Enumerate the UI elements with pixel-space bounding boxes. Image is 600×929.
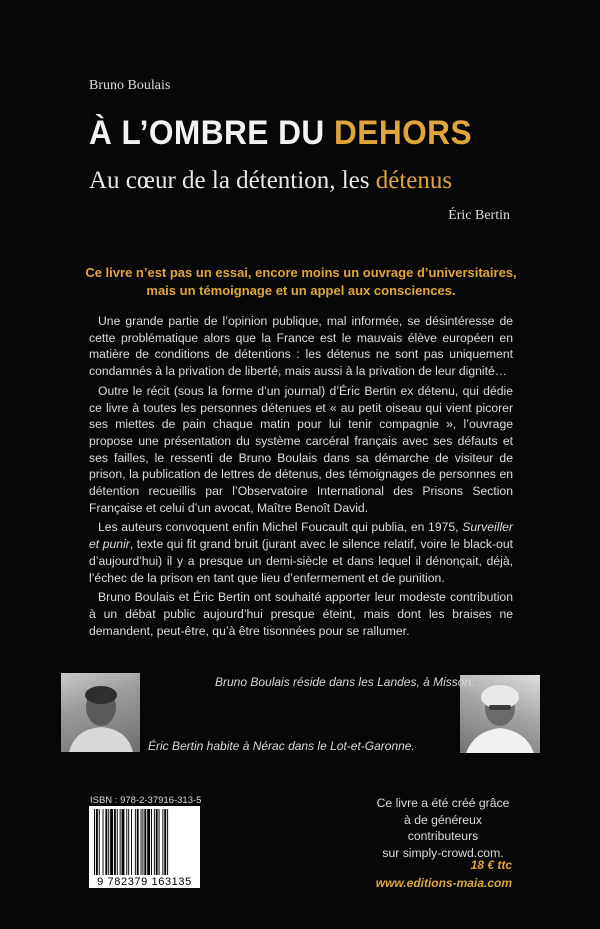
- barcode-digits: 9 782379 163135: [97, 876, 192, 888]
- lead-line-1: Ce livre n’est pas un essai, encore moins un ouvrage d’universitaires,: [85, 265, 517, 280]
- blurb-paragraph-1: Une grande partie de l’opinion publique, mal informée, se désintéresse de cette problématique alors que la France est le mauvais élève européen en matière de conditions de détentions : les détenus ne sont pas uniquement condamnés à la privation de liberté, mais aussi à la privation de leur dignité…: [89, 314, 513, 379]
- author-name-right: Éric Bertin: [448, 208, 510, 223]
- isbn-label: ISBN : 978-2-37916-313-5: [90, 795, 202, 806]
- barcode-bar: [131, 809, 132, 875]
- barcode-bar: [120, 809, 121, 875]
- credits-line-1: Ce livre a été créé grâce: [376, 796, 510, 810]
- barcode-bar: [128, 809, 129, 875]
- barcode-bar: [167, 809, 168, 875]
- book-reference: Surveiller et punir: [89, 520, 513, 552]
- barcode-bar: [103, 809, 104, 875]
- book-subtitle: [89, 167, 452, 195]
- barcode-bar: [94, 809, 95, 875]
- caption-eric: Éric Bertin habite à Nérac dans le Lot-et-Garonne.: [148, 739, 415, 753]
- barcode-bar: [135, 809, 136, 875]
- blurb-paragraph-4: Bruno Boulais et Éric Bertin ont souhaité apporter leur modeste contribution à un débat public aujourd’hui presque éteint, mais dont les braises ne demandent, peut-être, qu’à être tisonnées pour se rallumer.: [89, 590, 513, 638]
- lead-line-2: mais un témoignage et un appel aux consciences.: [146, 283, 456, 298]
- barcode-bar: [156, 809, 158, 875]
- blurb-paragraph-3: [89, 519, 513, 586]
- barcode-bar: [126, 809, 127, 875]
- barcode-bar: [154, 809, 155, 875]
- barcode-bar: [142, 809, 143, 875]
- barcode-bar: [164, 809, 166, 875]
- barcode-bar: [151, 809, 152, 875]
- barcode-bar: [141, 809, 142, 875]
- barcode-bar: [122, 809, 125, 875]
- subtitle-main: Au cœur de la détention, les: [89, 167, 376, 194]
- title-accent: DEHORS: [333, 114, 473, 152]
- barcode-bar: [110, 809, 113, 875]
- price-label: 18 € ttc: [470, 858, 512, 872]
- book-title: [89, 114, 498, 153]
- barcode-bar: [144, 809, 146, 875]
- barcode-bar: [147, 809, 150, 875]
- title-main: À L’OMBRE DU: [89, 114, 334, 152]
- barcode-bar: [96, 809, 98, 875]
- blurb-body: [89, 313, 513, 642]
- barcode-bar: [117, 809, 118, 875]
- credits-line-3: sur simply-crowd.com.: [382, 845, 504, 860]
- barcode-bar: [137, 809, 139, 875]
- barcode-bar: [114, 809, 116, 875]
- author-name-top: Bruno Boulais: [89, 78, 171, 93]
- caption-bruno: Bruno Boulais réside dans les Landes, à Misson.: [215, 675, 475, 689]
- portrait-icon: [61, 673, 140, 752]
- barcode-bar: [108, 809, 109, 875]
- barcode-icon: [93, 809, 193, 875]
- credits-note: [370, 795, 516, 861]
- lead-statement: [85, 264, 517, 300]
- publisher-website: www.editions-maia.com: [375, 876, 512, 890]
- blurb-paragraph-2: Outre le récit (sous la forme d’un journal) d’Éric Bertin ex détenu, qui dédie ce livre à toutes les personnes détenues et « au petit oiseau qui vient picorer ses miettes de pain chaque matin pour lui tenir compagnie », l’ouvrage propose une présentation du système carcéral français avec ses défauts et ses failles, le ressenti de Bruno Boulais dans sa démarche de visiteur de prison, la publication de lettres de détenus, des témoignages de personnes en détention recueillis par l’Observatoire International des Prisons Section Française et celui d’un avocat, Maître Benoît David.: [89, 383, 513, 515]
- blurb-p3-start: Les auteurs convoquent enfin Michel Foucault qui publia, en 1975,: [98, 520, 463, 535]
- author-photo-bruno: [61, 673, 140, 752]
- barcode-bar: [159, 809, 160, 875]
- blurb-p3-end: , texte qui fit grand bruit (jurant avec le silence relatif, voire le black-out d’aujourd’hui) il y a presque un demi-siècle et dans lequel il dénonçait, déjà, l’échec de la prison en tant que lieu d’enfermement et de punition.: [89, 537, 513, 585]
- barcode-bar: [99, 809, 100, 875]
- credits-line-2: à de généreux contributeurs: [404, 812, 482, 843]
- barcode-bar: [105, 809, 107, 875]
- subtitle-accent: détenus: [375, 167, 453, 194]
- barcode-bar: [162, 809, 163, 875]
